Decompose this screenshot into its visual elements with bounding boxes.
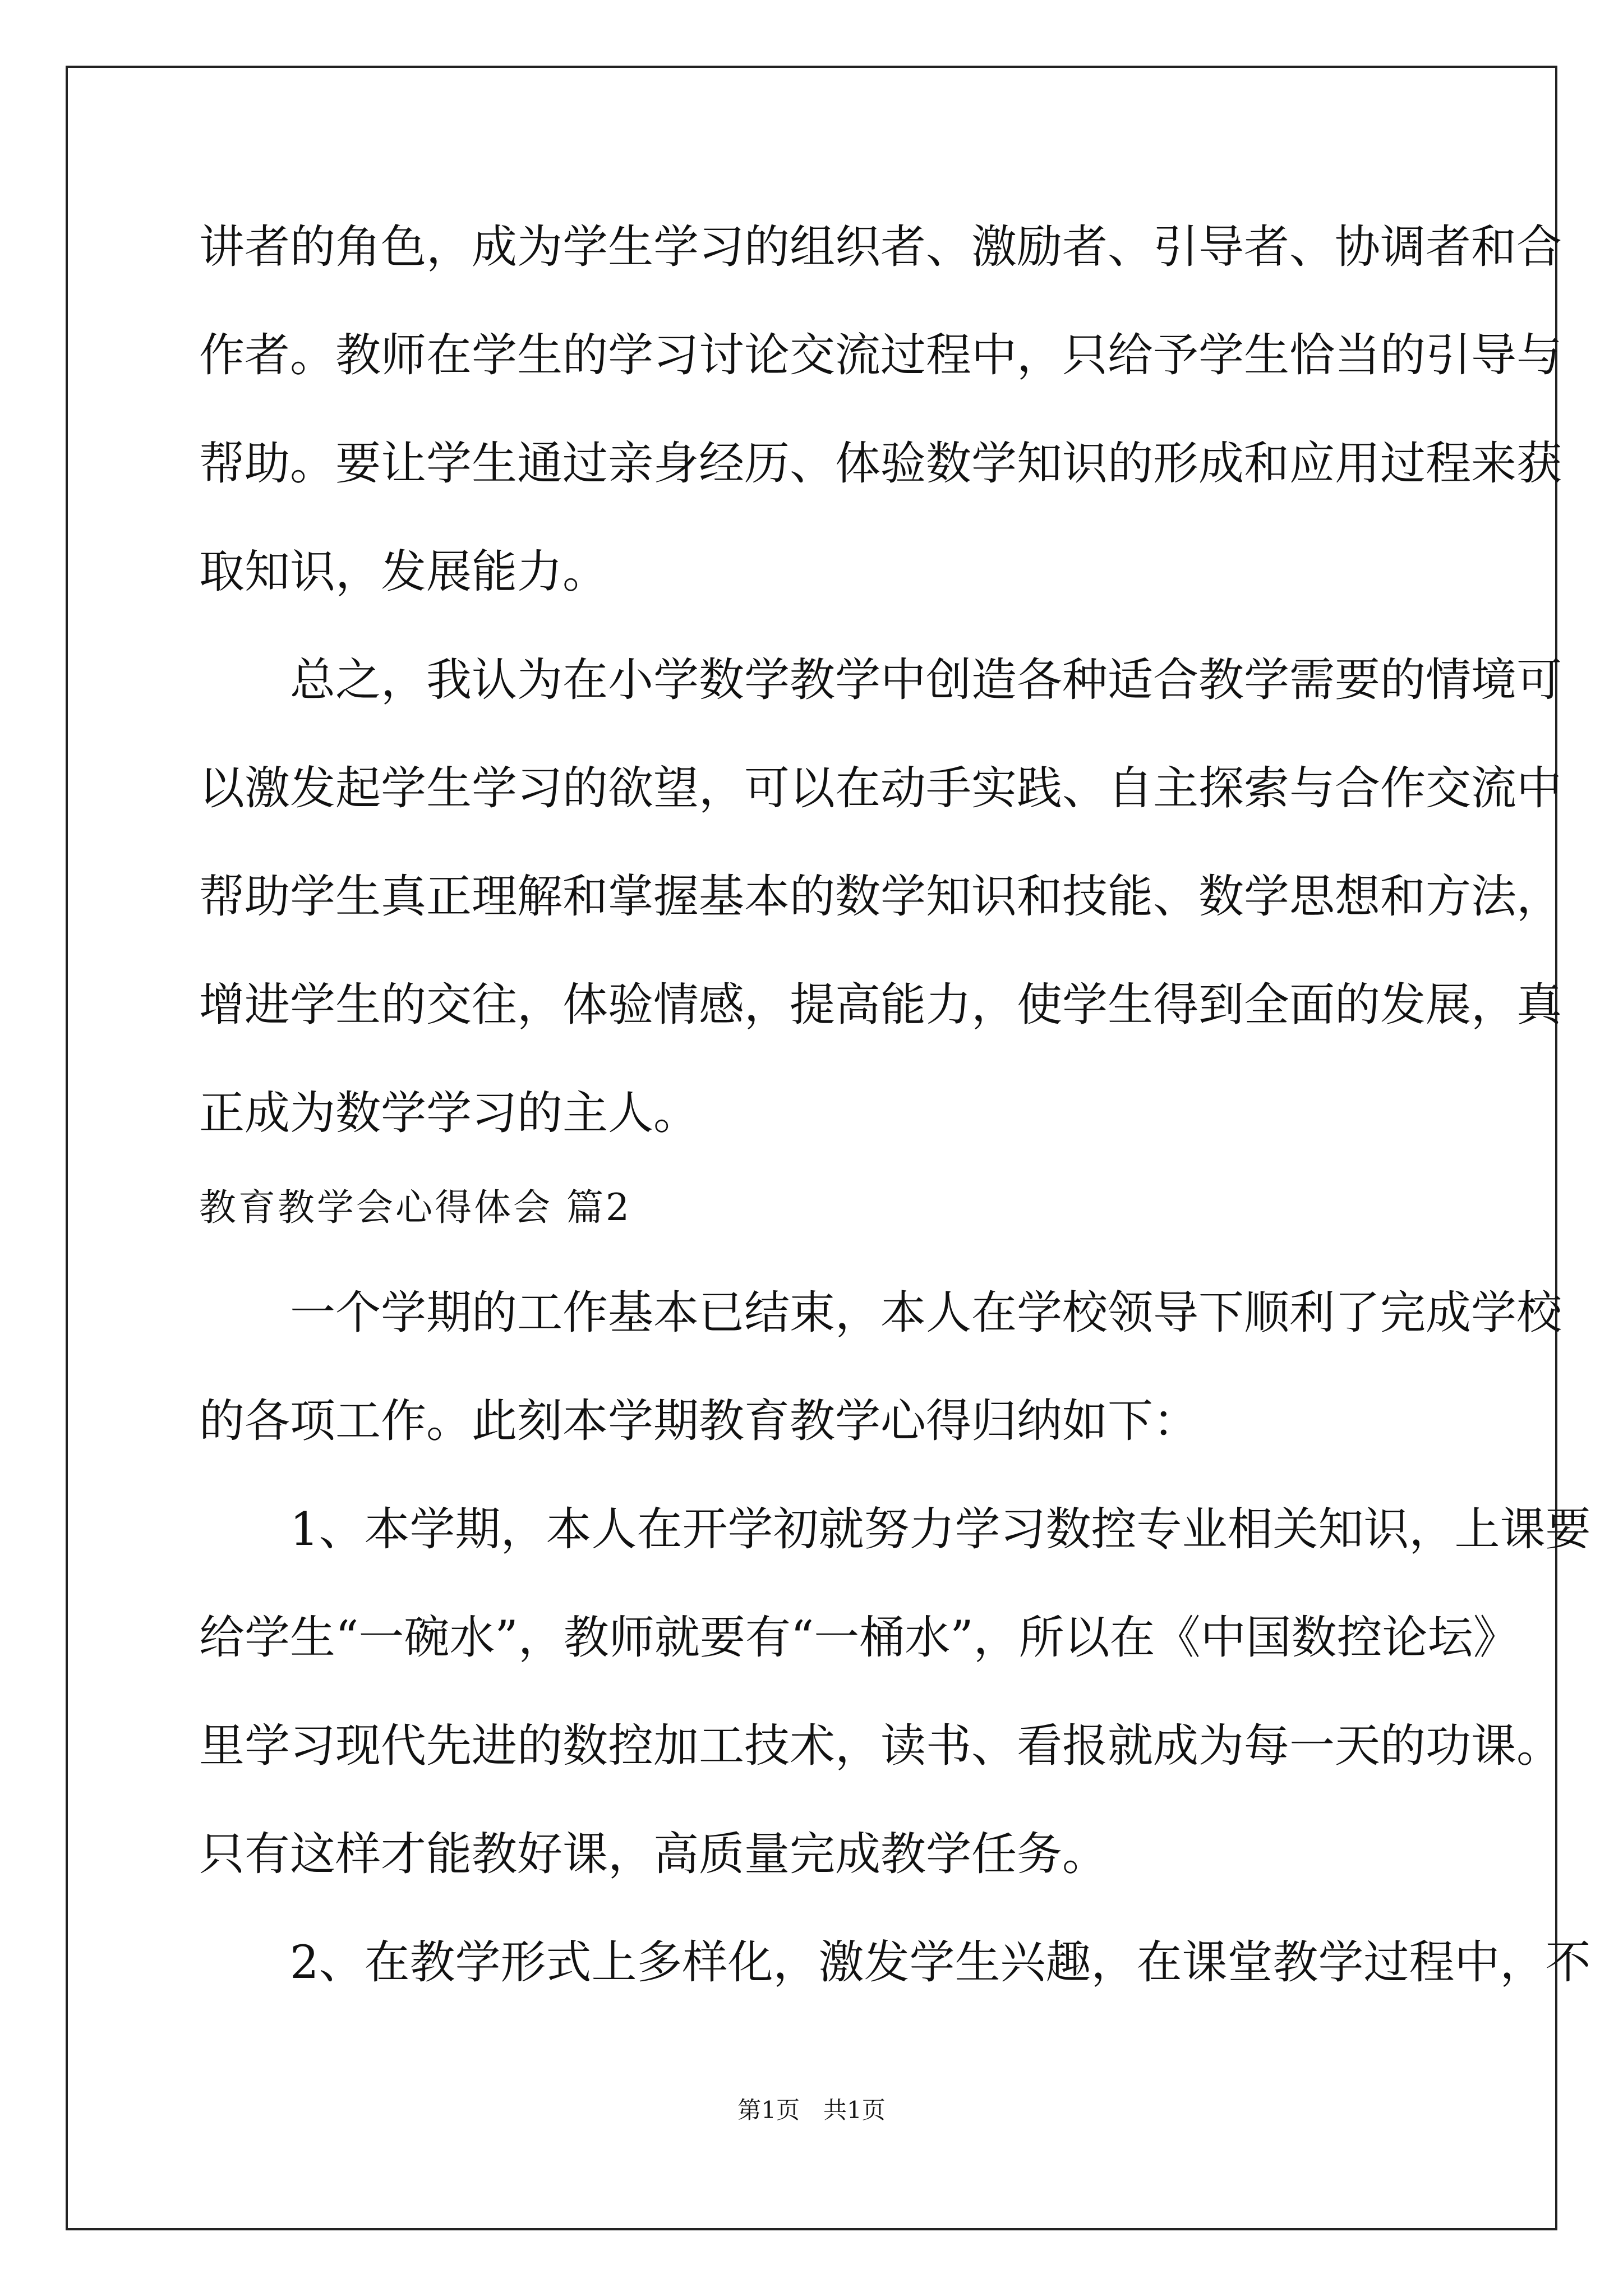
section-heading: 教育教学会心得体会 篇2 — [199, 1186, 631, 1229]
paragraph-line: 帮助学生真正理解和掌握基本的数学知识和技能、数学思想和方法， — [199, 871, 1562, 923]
paragraph-line: 给学生“一碗水”，教师就要有“一桶水”，所以在《中国数控论坛》 — [199, 1612, 1519, 1664]
paragraph-line: 讲者的角色，成为学生学习的组织者、激励者、引导者、协调者和合 — [199, 221, 1562, 274]
page-footer: 第1页 共1页 — [737, 2096, 886, 2124]
paragraph-line: 帮助。要让学生通过亲身经历、体验数学知识的形成和应用过程来获 — [199, 438, 1562, 490]
paragraph-line: 只有这样才能教好课，高质量完成教学任务。 — [199, 1828, 1108, 1881]
page-border — [66, 66, 1557, 2230]
paragraph-line: 1、本学期，本人在开学初就努力学习数控专业相关知识，上课要 — [290, 1503, 1591, 1556]
paragraph-line: 里学习现代先进的数控加工技术，读书、看报就成为每一天的功课。 — [199, 1720, 1562, 1773]
paragraph-line: 作者。教师在学生的学习讨论交流过程中，只给予学生恰当的引导与 — [199, 329, 1562, 382]
paragraph-line: 取知识，发展能力。 — [199, 546, 608, 599]
paragraph-line: 2、在教学形式上多样化，激发学生兴趣，在课堂教学过程中，不 — [290, 1936, 1591, 1989]
paragraph-line: 以激发起学生学习的欲望，可以在动手实践、自主探索与合作交流中 — [199, 762, 1562, 815]
paragraph-line: 的各项工作。此刻本学期教育教学心得归纳如下： — [199, 1395, 1199, 1448]
paragraph-line: 一个学期的工作基本已结束，本人在学校领导下顺利了完成学校 — [290, 1287, 1562, 1340]
paragraph-line: 正成为数学学习的主人。 — [199, 1087, 699, 1140]
paragraph-line: 增进学生的交往，体验情感，提高能力，使学生得到全面的发展，真 — [199, 979, 1562, 1032]
paragraph-line: 总之，我认为在小学数学教学中创造各种适合教学需要的情境可 — [290, 654, 1562, 707]
